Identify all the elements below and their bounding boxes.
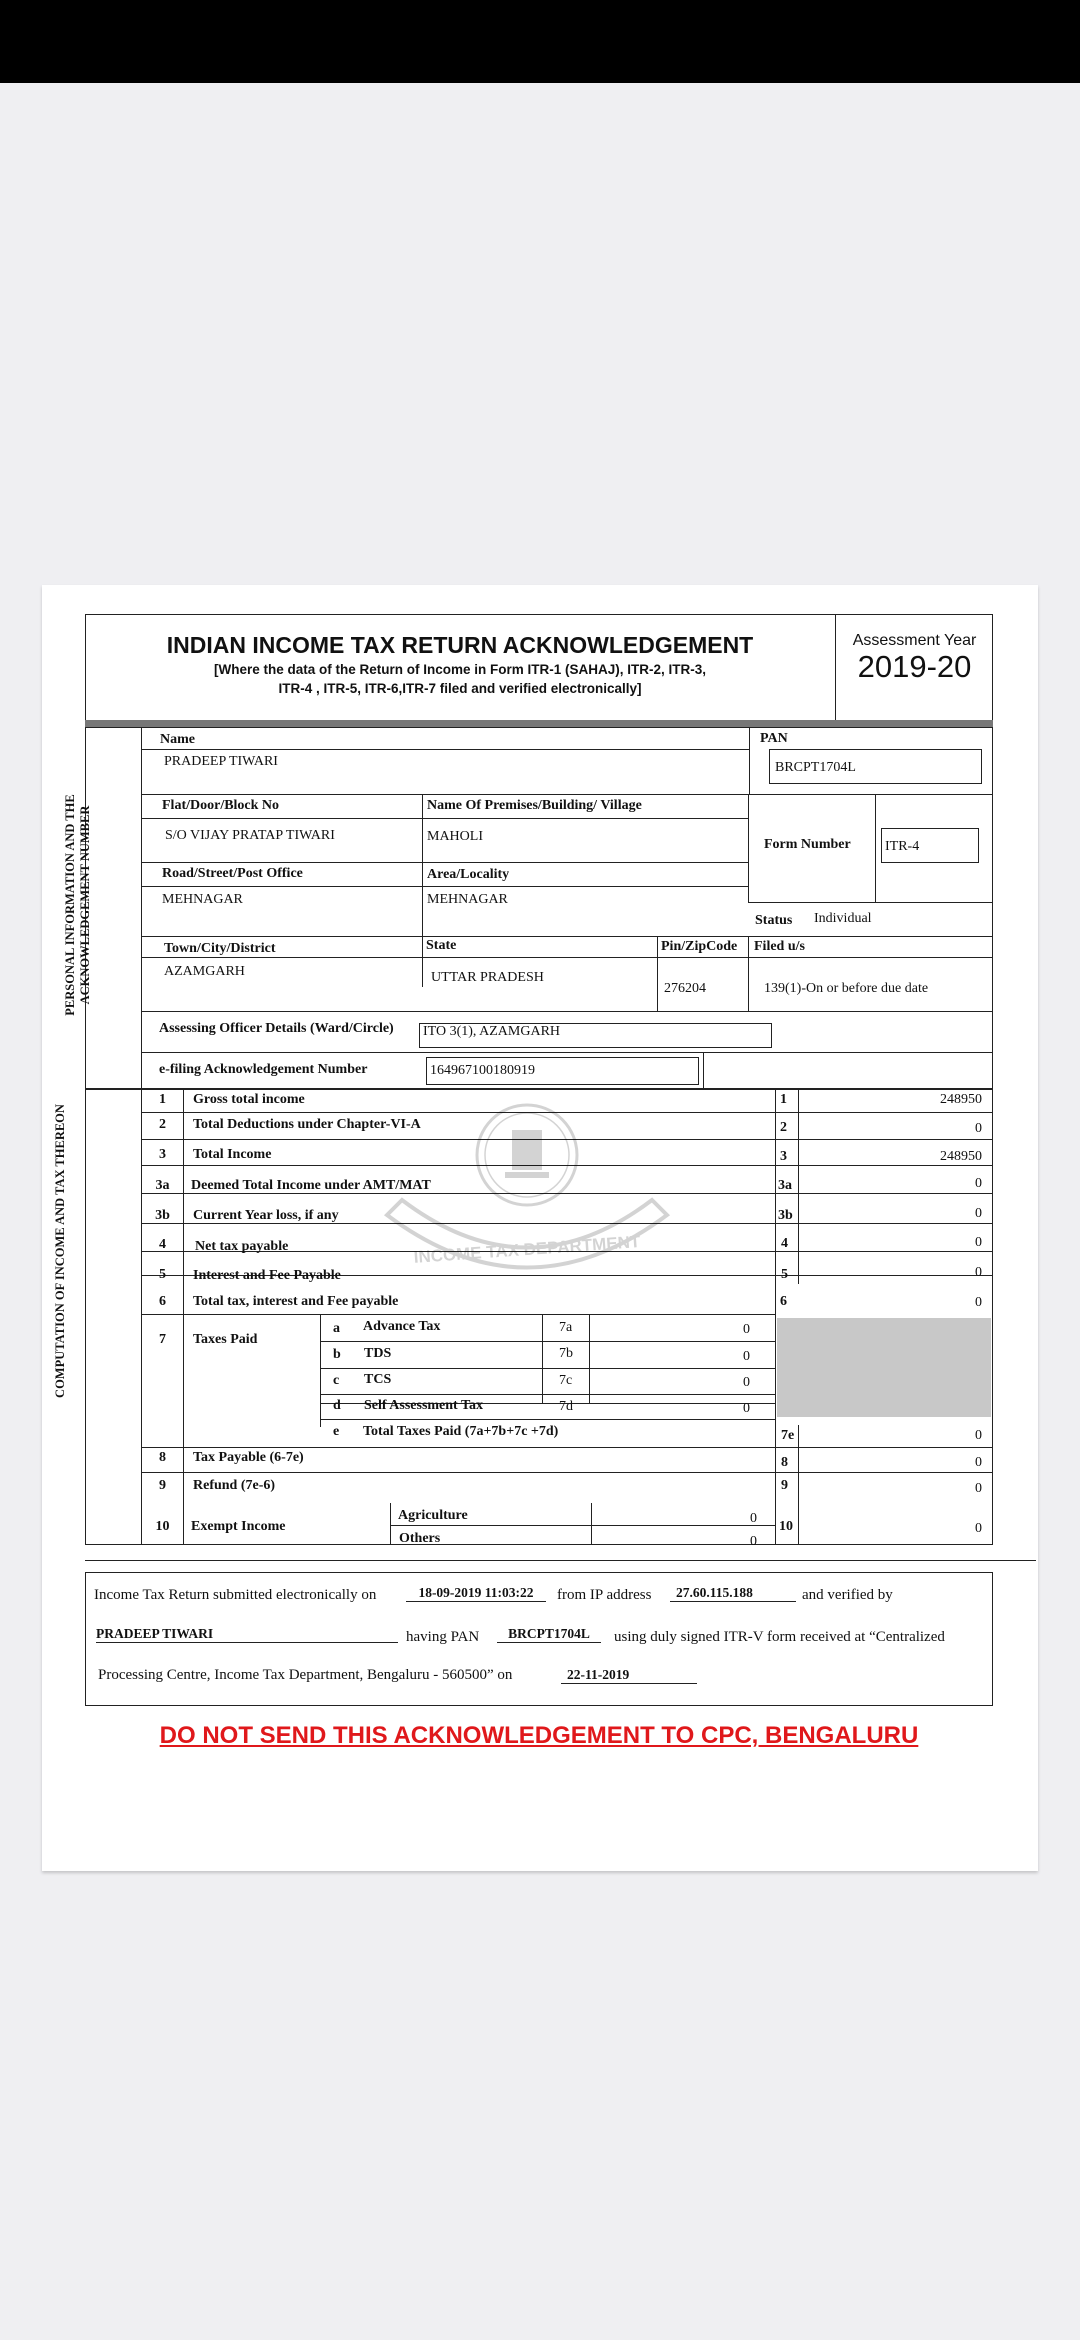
pin-label: Pin/ZipCode (661, 939, 738, 954)
item-label: TCS (364, 1372, 392, 1387)
row-value: 0 (975, 1121, 982, 1136)
filed-value: 139(1)-On or before due date (764, 981, 929, 996)
row-label: Tax Payable (6-7e) (193, 1450, 304, 1465)
road-value: MEHNAGAR (162, 892, 243, 907)
ack-value: 164967100180919 (430, 1063, 535, 1078)
pan-value: BRCPT1704L (775, 760, 856, 775)
agriculture-label: Agriculture (398, 1508, 468, 1523)
verification-text-5: using duly signed ITR-V form received at “Centralized (614, 1629, 945, 1645)
header-divider (85, 720, 993, 727)
status-label: Status (755, 913, 793, 928)
ip-address: 27.60.115.188 (670, 1586, 796, 1602)
row-ref: 9 (781, 1478, 788, 1493)
svg-text:INCOME TAX DEPARTMENT: INCOME TAX DEPARTMENT (413, 1232, 641, 1267)
premises-label: Name Of Premises/Building/ Village (427, 798, 642, 813)
form-title: INDIAN INCOME TAX RETURN ACKNOWLEDGEMENT (166, 632, 754, 658)
item-ref: 7c (559, 1373, 573, 1388)
town-value: AZAMGARH (164, 964, 245, 979)
verification-text-4: having PAN (406, 1629, 480, 1645)
ack-label: e-filing Acknowledgement Number (159, 1062, 368, 1077)
assessment-year: 2019-20 (857, 649, 972, 684)
item-label: Self Assessment Tax (364, 1398, 484, 1413)
taxes-paid-label: Taxes Paid (193, 1332, 258, 1347)
state-value: UTTAR PRADESH (431, 970, 544, 985)
row-value: 0 (975, 1206, 982, 1221)
row-label: Net tax payable (195, 1239, 289, 1254)
verification-text-6: Processing Centre, Income Tax Department, Bengaluru - 560500” on (98, 1667, 513, 1683)
item-ref: 7a (559, 1320, 573, 1335)
row-value: 248950 (940, 1092, 982, 1107)
row-label: Current Year loss, if any (193, 1208, 339, 1223)
item-ref: 7b (559, 1346, 573, 1361)
item-letter: d (333, 1398, 341, 1413)
row-value: 0 (975, 1176, 982, 1191)
acknowledgement-page (42, 585, 1038, 1871)
row-ref: 8 (781, 1455, 788, 1470)
row-number: 1 (159, 1092, 166, 1107)
verification-pan: BRCPT1704L (497, 1627, 601, 1643)
row-number: 8 (159, 1450, 166, 1465)
exempt-income-ref: 10 (779, 1519, 793, 1534)
do-not-send-warning: DO NOT SEND THIS ACKNOWLEDGEMENT TO CPC, BENGALURU (159, 1722, 919, 1749)
verification-text-3: and verified by (802, 1587, 893, 1603)
form-subtitle-line1: [Where the data of the Return of Income in Form ITR-1 (SAHAJ), ITR-2, ITR-3, (213, 662, 707, 677)
pin-value: 276204 (664, 981, 706, 996)
pan-label: PAN (760, 731, 788, 746)
taxpayer-name: PRADEEP TIWARI (164, 754, 278, 769)
row-number: 9 (159, 1478, 166, 1493)
row-label: Total Deductions under Chapter-VI-A (193, 1117, 421, 1132)
road-label: Road/Street/Post Office (162, 866, 303, 881)
item-value: 0 (743, 1322, 750, 1337)
row-label: Deemed Total Income under AMT/MAT (191, 1178, 431, 1193)
ao-label: Assessing Officer Details (Ward/Circle) (159, 1021, 394, 1036)
submission-date: 18-09-2019 11:03:22 (406, 1586, 546, 1602)
verification-text-2: from IP address (557, 1587, 652, 1603)
row-label: Interest and Fee Payable (193, 1268, 341, 1283)
row-ref: 1 (780, 1092, 787, 1107)
row-value: 0 (975, 1481, 982, 1496)
row-value: 0 (975, 1235, 982, 1250)
item-label: Advance Tax (363, 1319, 441, 1334)
row-value: 248950 (940, 1149, 982, 1164)
verified-by-name: PRADEEP TIWARI (96, 1627, 398, 1643)
state-label: State (426, 938, 457, 953)
item-value: 0 (743, 1375, 750, 1390)
row-ref: 3a (778, 1178, 792, 1193)
form-number-label: Form Number (764, 837, 851, 852)
row-ref: 6 (780, 1294, 787, 1309)
row-label: Refund (7e-6) (193, 1478, 276, 1493)
item-value: 0 (743, 1401, 750, 1416)
area-value: MEHNAGAR (427, 892, 508, 907)
agriculture-value: 0 (750, 1511, 757, 1526)
row-number: 5 (159, 1267, 166, 1282)
row-label: Total Income (193, 1147, 272, 1162)
row-ref: 5 (781, 1267, 788, 1282)
item-ref: 7d (559, 1399, 573, 1414)
others-label: Others (399, 1531, 441, 1546)
item-letter: e (333, 1424, 340, 1439)
form-number-value: ITR-4 (885, 839, 920, 854)
row-label: Total tax, interest and Fee payable (193, 1294, 399, 1309)
row-ref: 3b (778, 1208, 793, 1223)
ao-value: ITO 3(1), AZAMGARH (423, 1024, 561, 1039)
row-number: 3b (155, 1208, 170, 1223)
assessment-year-label: Assessment Year (852, 632, 977, 649)
item-label: Total Taxes Paid (7a+7b+7c +7d) (363, 1424, 559, 1439)
status-value: Individual (814, 911, 872, 926)
flat-label: Flat/Door/Block No (162, 798, 280, 813)
item-letter: c (333, 1373, 340, 1388)
status-bar (0, 0, 1080, 83)
row-number: 6 (159, 1294, 166, 1309)
personal-info-section-label: PERSONAL INFORMATION AND THE ACKNOWLEDGEMENT NUMBER (63, 794, 92, 1016)
item-value: 0 (975, 1428, 982, 1443)
row-ref: 4 (781, 1236, 788, 1251)
area-label: Area/Locality (427, 867, 510, 882)
row-number: 2 (159, 1117, 166, 1132)
item-ref: 7e (781, 1428, 795, 1443)
taxes-paid-number: 7 (159, 1332, 166, 1347)
row-number: 3a (155, 1178, 170, 1193)
item-value: 0 (743, 1349, 750, 1364)
row-value: 0 (975, 1455, 982, 1470)
verification-text-1: Income Tax Return submitted electronically on (94, 1587, 377, 1603)
itrv-received-date: 22-11-2019 (561, 1668, 697, 1684)
form-subtitle-line2: ITR-4 , ITR-5, ITR-6,ITR-7 filed and verified electronically] (278, 681, 642, 696)
exempt-income-number: 10 (155, 1519, 170, 1534)
item-letter: a (333, 1321, 340, 1336)
name-label: Name (160, 732, 195, 747)
row-ref: 3 (780, 1149, 787, 1164)
exempt-income-label: Exempt Income (191, 1519, 286, 1534)
flat-value: S/O VIJAY PRATAP TIWARI (165, 828, 335, 843)
row-number: 3 (159, 1147, 166, 1162)
item-letter: b (333, 1347, 341, 1362)
row-value: 0 (975, 1265, 982, 1280)
row-label: Gross total income (193, 1092, 305, 1107)
grey-block (777, 1318, 991, 1417)
filed-label: Filed u/s (754, 939, 805, 954)
item-label: TDS (364, 1346, 392, 1361)
town-label: Town/City/District (164, 941, 276, 956)
others-value: 0 (750, 1534, 757, 1549)
row-ref: 2 (780, 1120, 787, 1135)
computation-section-label: COMPUTATION OF INCOME AND TAX THEREON (53, 1104, 67, 1398)
row-number: 4 (159, 1237, 166, 1252)
row-value: 0 (975, 1295, 982, 1310)
income-tax-department-watermark (377, 1090, 677, 1290)
premises-value: MAHOLI (427, 829, 483, 844)
exempt-income-value: 0 (975, 1521, 982, 1536)
